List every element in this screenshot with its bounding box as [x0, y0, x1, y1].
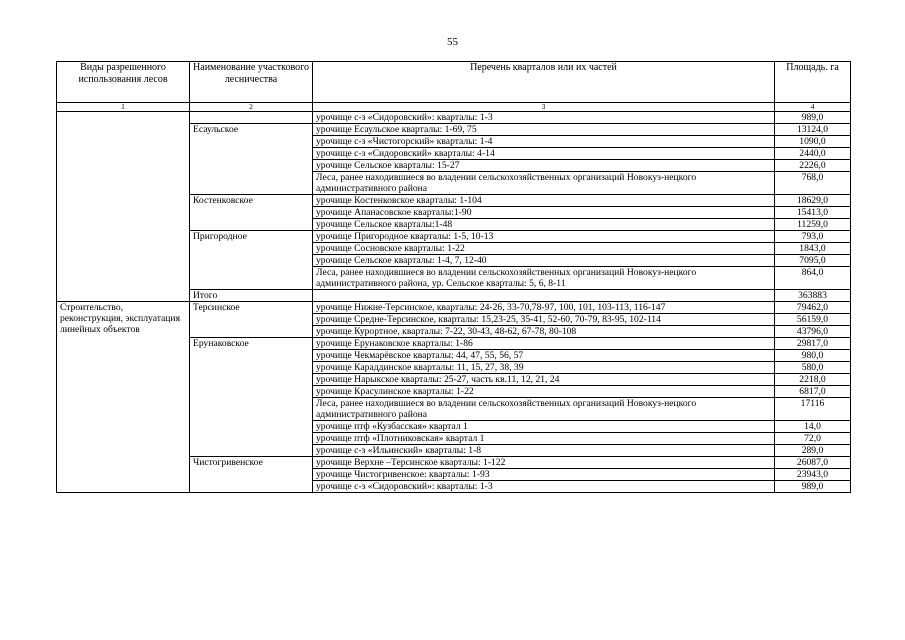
total-area: 363883 [775, 290, 851, 302]
area-cell: 6817,0 [775, 386, 851, 398]
quarters-cell: урочище с-з «Чистогорский» кварталы: 1-4 [313, 136, 775, 148]
page-number: 55 [447, 36, 458, 48]
quarters-cell: урочище Чистогривенское: кварталы: 1-93 [313, 469, 775, 481]
table-row [57, 302, 851, 314]
use-type-cell: Строительство, реконструкция, эксплуатация линейных объектов [57, 302, 190, 493]
forestry-cell: Пригородное [190, 231, 313, 290]
forestry-cell: Ерунаковское [190, 338, 313, 457]
quarters-cell: урочище Верхне –Терсинское кварталы: 1-122 [313, 457, 775, 469]
area-cell: 1090,0 [775, 136, 851, 148]
table-row [57, 112, 851, 124]
area-cell: 793,0 [775, 231, 851, 243]
quarters-cell: урочище Курортное, кварталы: 7-22, 30-43, 48-62, 67-78, 80-108 [313, 326, 775, 338]
quarters-cell: урочище Нарыкское кварталы: 25-27, часть кв.11, 12, 21, 24 [313, 374, 775, 386]
area-cell: 29817,0 [775, 338, 851, 350]
quarters-cell: урочище с-з «Ильинский» кварталы: 1-8 [313, 445, 775, 457]
col-number: 2 [190, 103, 313, 112]
quarters-cell: урочище птф «Кузбасская» квартал 1 [313, 421, 775, 433]
area-cell: 989,0 [775, 112, 851, 124]
total-label: Итого [190, 290, 313, 302]
area-cell: 13124,0 [775, 124, 851, 136]
area-cell: 2440,0 [775, 148, 851, 160]
quarters-cell: урочище Есаульское кварталы: 1-69, 75 [313, 124, 775, 136]
quarters-cell: урочище Сельское кварталы:1-48 [313, 219, 775, 231]
area-cell: 864,0 [775, 267, 851, 290]
use-type-cell [57, 112, 190, 302]
quarters-cell: урочище Костенковское кварталы: 1-104 [313, 195, 775, 207]
area-cell: 989,0 [775, 481, 851, 493]
area-cell: 43796,0 [775, 326, 851, 338]
quarters-cell: урочище Чекмарёвское кварталы: 44, 47, 55, 56, 57 [313, 350, 775, 362]
area-cell: 23943,0 [775, 469, 851, 481]
area-cell: 768,0 [775, 172, 851, 195]
forestry-cell: Есаульское [190, 124, 313, 195]
area-cell: 56159,0 [775, 314, 851, 326]
area-cell: 980,0 [775, 350, 851, 362]
area-cell: 14,0 [775, 421, 851, 433]
quarters-cell: Леса, ранее находившиеся во владении сельскохозяйственных организаций Новокуз-нецкого административного района, ур. Сельское кварталы: 5, 6, 8-11 [313, 267, 775, 290]
area-cell: 72,0 [775, 433, 851, 445]
table-body [57, 112, 851, 493]
quarters-cell: урочище Сосновское кварталы: 1-22 [313, 243, 775, 255]
header-forestry: Наименование участкового лесничества [190, 62, 313, 103]
forestry-cell: Чистогривенское [190, 457, 313, 493]
area-cell: 17116 [775, 398, 851, 421]
area-cell: 1843,0 [775, 243, 851, 255]
header-quarters: Перечень кварталов или их частей [313, 62, 775, 103]
col-number: 1 [57, 103, 190, 112]
header-area: Площадь. га [775, 62, 851, 103]
header-use-type: Виды разрешенного использования лесов [57, 62, 190, 103]
forestry-cell [190, 112, 313, 124]
quarters-cell: урочище Ерунаковское кварталы: 1-86 [313, 338, 775, 350]
col-number: 4 [775, 103, 851, 112]
area-cell: 2226,0 [775, 160, 851, 172]
quarters-cell: Леса, ранее находившиеся во владении сельскохозяйственных организаций Новокуз-нецкого административного района [313, 172, 775, 195]
quarters-cell: Леса, ранее находившиеся во владении сельскохозяйственных организаций Новокуз-нецкого административного района [313, 398, 775, 421]
quarters-cell: урочище с-з «Сидоровский»: кварталы: 1-3 [313, 481, 775, 493]
area-cell: 2218,0 [775, 374, 851, 386]
area-cell: 15413,0 [775, 207, 851, 219]
col-number: 3 [313, 103, 775, 112]
area-cell: 7095,0 [775, 255, 851, 267]
quarters-cell: урочище с-з «Сидоровский» кварталы: 4-14 [313, 148, 775, 160]
forestry-cell: Костенковское [190, 195, 313, 231]
area-cell: 11259,0 [775, 219, 851, 231]
area-cell: 289,0 [775, 445, 851, 457]
quarters-cell: урочище Сельское кварталы: 15-27 [313, 160, 775, 172]
quarters-cell: урочище Средне-Терсинское, кварталы: 15,23-25, 35-41, 52-60, 70-79, 83-95, 102-114 [313, 314, 775, 326]
quarters-cell: урочище птф «Плотниковская» квартал 1 [313, 433, 775, 445]
area-cell: 18629,0 [775, 195, 851, 207]
forestry-cell: Терсинское [190, 302, 313, 338]
quarters-cell: урочище Нижне-Терсинское, кварталы: 24-26, 33-70,78-97, 100, 101, 103-113, 116-147 [313, 302, 775, 314]
quarters-cell: урочище Апанасовское кварталы:1-90 [313, 207, 775, 219]
quarters-cell: урочище с-з «Сидоровский»: кварталы: 1-3 [313, 112, 775, 124]
area-cell: 580,0 [775, 362, 851, 374]
area-cell: 79462,0 [775, 302, 851, 314]
quarters-cell [313, 290, 775, 302]
quarters-cell: урочище Караддинское кварталы: 11, 15, 27, 38, 39 [313, 362, 775, 374]
quarters-cell: урочище Красулинское кварталы: 1-22 [313, 386, 775, 398]
area-cell: 26087,0 [775, 457, 851, 469]
forest-use-table [56, 61, 851, 493]
quarters-cell: урочище Сельское кварталы: 1-4, 7, 12-40 [313, 255, 775, 267]
quarters-cell: урочище Пригородное кварталы: 1-5, 10-13 [313, 231, 775, 243]
